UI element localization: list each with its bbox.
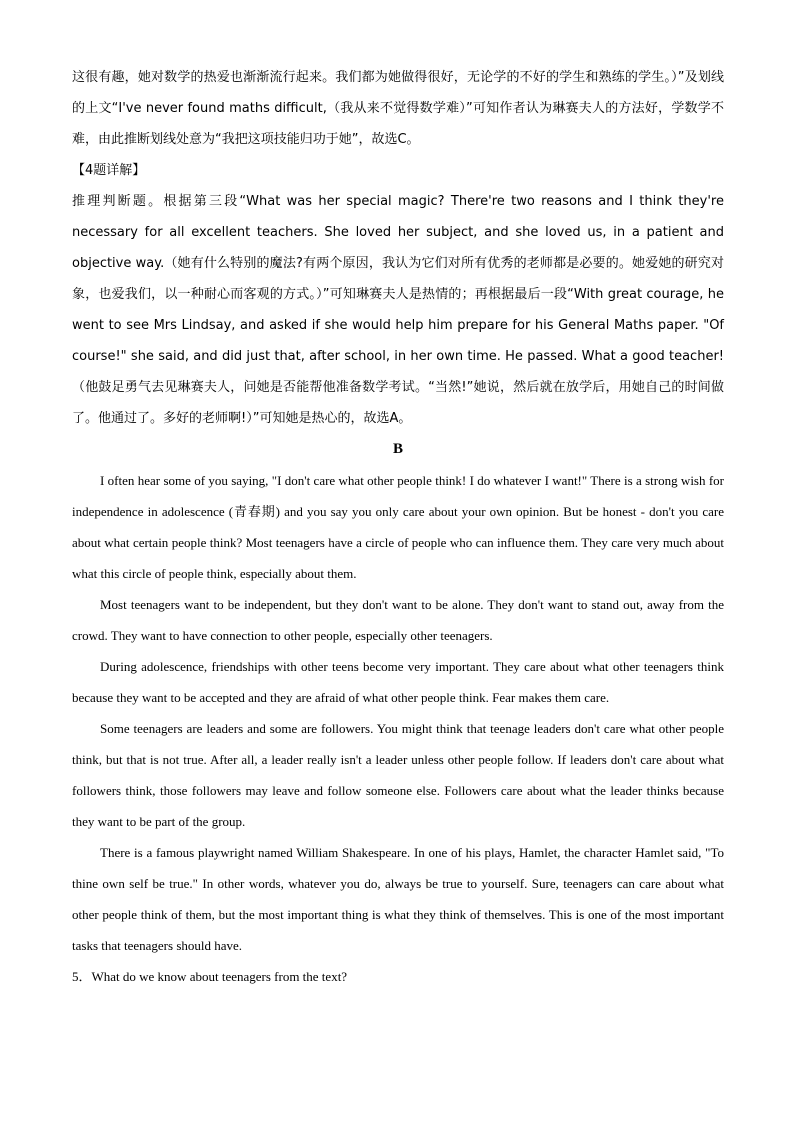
explanation-4-heading: 【4题详解】 bbox=[72, 163, 146, 178]
passage-paragraph-1: I often hear some of you saying, "I don't care what other people think! I do whatever I want!" There is a strong wish for independence in adolescence (青春期) and you say you only care about your own opinion. But be honest - don't you care about what certain people think? Most teenagers have a circle of people who can influence them. They care very much about what this circle of people think, especially about them. bbox=[72, 473, 724, 581]
passage-paragraph-2: Most teenagers want to be independent, but they don't want to be alone. They don't want to stand out, away from the crowd. They want to have connection to other people, especially other teenagers. bbox=[72, 597, 724, 643]
question-5: 5．What do we know about teenagers from the text? bbox=[72, 969, 348, 984]
document-page bbox=[72, 62, 724, 992]
explanation-3-tail: 这很有趣，她对数学的热爱也渐渐流行起来。我们都为她做得很好，无论学的不好的学生和熟练的学生。）”及划线的上文“I've never found maths difficult,（我从来不觉得数学难）”可知作者认为琳赛夫人的方法好，学数学不难，由此推断划线处意为“我把这项技能归功于她”，故选C。 bbox=[72, 70, 724, 147]
explanation-4-body: 推理判断题。根据第三段“What was her special magic? There're two reasons and I think they're necessary for all excellent teachers. She loved her subject, and she loved us, in a patient and objective way.（她有什么特别的魔法?有两个原因，我认为它们对所有优秀的老师都是必要的。她爱她的研究对象，也爱我们，以一种耐心而客观的方式。）”可知琳赛夫人是热情的；再根据最后一段“With great courage, he went to see Mrs Lindsay, and asked if she would help him prepare for his General Maths paper. "Of course!" she said, and did just that, after school, in her own time. He passed. What a good teacher! （他鼓足勇气去见琳赛夫人，问她是否能帮他准备数学考试。“当然!”她说，然后就在放学后，用她自己的时间做了。他通过了。多好的老师啊!）”可知她是热心的，故选A。 bbox=[72, 194, 724, 426]
section-title-b: B bbox=[392, 441, 403, 457]
passage-paragraph-4: Some teenagers are leaders and some are followers. You might think that teenage leaders don't care what other people think, but that is not true. After all, a leader really isn't a leader unless other people follow. If leaders don't care about what followers think, those followers may leave and follow someone else. Followers care about what the leader thinks because they want to be part of the group. bbox=[72, 721, 724, 829]
passage-paragraph-5: There is a famous playwright named William Shakespeare. In one of his plays, Hamlet, the character Hamlet said, "To thine own self be true." In other words, whatever you do, always be true to yourself. Sure, teenagers can care about what other people think of them, but the most important thing is what they think of themselves. This is one of the most important tasks that teenagers should have. bbox=[72, 845, 724, 953]
passage-paragraph-3: During adolescence, friendships with other teens become very important. They care about what other teenagers think because they want to be accepted and they are afraid of what other people think. Fear makes them care. bbox=[72, 659, 724, 705]
